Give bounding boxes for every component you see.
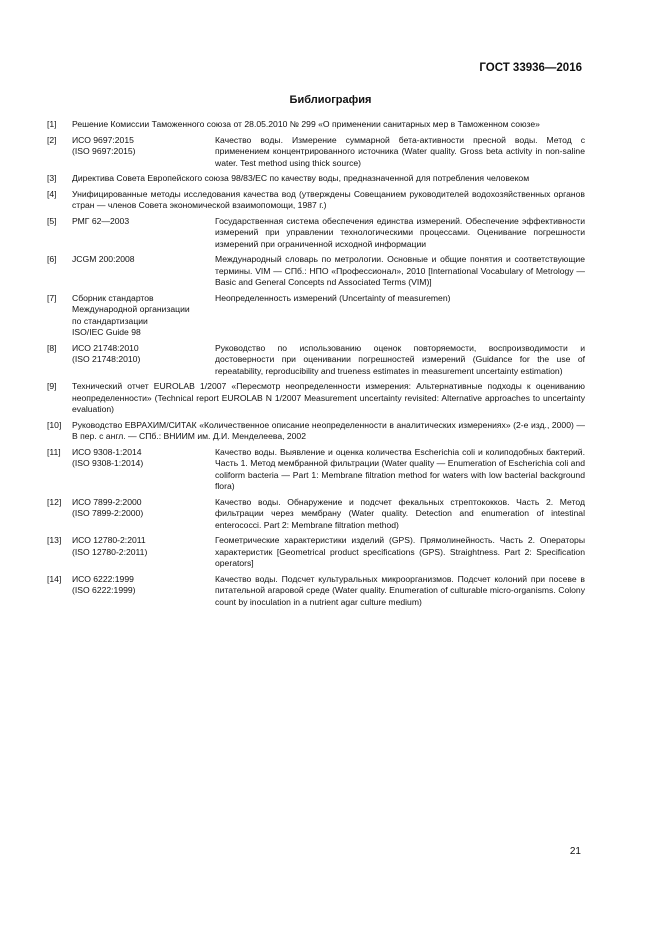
bibliography-entry — [47, 343, 585, 378]
entry-number: [1] — [47, 119, 57, 129]
entry-number: [7] — [47, 292, 57, 303]
entry-description: Качество воды. Обнаружение и подсчет фекальных стрептококков. Часть 2. Метод фильтрации через мембрану (Water quality. Detection and enumeration of intestinal enterococci. Part 2: Membrane filtration method) — [215, 496, 585, 530]
entry-text: Технический отчет EUROLAB 1/2007 «Пересмотр неопределенности измерения: Альтернативные подходы к оцениванию неопределенности» (Technical report EUROLAB N 1/2007 Measurement uncertainty revisited: Alternative approaches to uncertainty evaluation) — [72, 381, 585, 414]
standard-header: ГОСТ 33936—2016 — [479, 62, 582, 74]
entry-text: Руководство ЕВРАХИМ/СИТАК «Количественное описание неопределенности в аналитических измерениях» (2-е изд., 2000) — В пер. с англ. — СПб.: ВНИИМ им. Д.И. Менделеева, 2002 — [72, 419, 585, 441]
entry-description: Качество воды. Выявление и оценка количества Escherichia coli и колиподобных бактерий. Часть 1. Метод мембранной фильтрации (Water quality — Enumeration of Escherichia coli and coliform bacteria — Part 1: Membrane filtration method for waters with low bacterial background flora) — [215, 446, 585, 491]
entry-number: [6] — [47, 254, 57, 264]
bibliography-entry — [47, 135, 585, 170]
entry-description: Международный словарь по метрологии. Основные и общие понятия и соответствующие термины. VIM — СПб.: НПО «Профессионал», 2010 [International Vocabulary of Metrology — Basic and General Concepts nd Associated Terms (VIM)] — [215, 254, 585, 287]
entry-number: [12] — [47, 496, 62, 507]
entry-number: [2] — [47, 134, 57, 145]
entry-designation: ИСО 9697:2015 (ISO 9697:2015) — [72, 134, 136, 156]
bibliography-entry — [47, 216, 585, 251]
entry-number: [13] — [47, 535, 62, 545]
entry-number: [5] — [47, 215, 57, 226]
entry-designation: ИСО 6222:1999 (ISO 6222:1999) — [72, 573, 136, 595]
bibliography-entry — [47, 420, 585, 443]
bibliography-entry — [47, 173, 585, 185]
entry-number: [9] — [47, 381, 57, 391]
entry-designation: ИСО 21748:2010 (ISO 21748:2010) — [72, 342, 141, 364]
entry-designation: JCGM 200:2008 — [72, 254, 135, 264]
bibliography-entry — [47, 447, 585, 493]
bibliography-entry — [47, 119, 585, 131]
bibliography-entry — [47, 189, 585, 212]
entry-description: Геометрические характеристики изделий (GPS). Прямолинейность. Часть 2. Операторы характеристик [Geometrical product specifications (GPS). Straightness. Part 2: Specification operators] — [215, 535, 585, 568]
entry-number: [10] — [47, 419, 62, 430]
bibliography-entry — [47, 535, 585, 570]
entry-number: [8] — [47, 342, 57, 353]
entry-description: Неопределенность измерений (Uncertainty of measuremen) — [215, 292, 451, 303]
entry-text: Унифицированные методы исследования качества вод (утверждены Совещанием руководителей водохозяйственных органов стран — членов Совета экономической взаимопомощи, 1987 г.) — [72, 188, 585, 210]
entry-description: Руководство по использованию оценок повторяемости, воспроизводимости и достоверности при оценивании погрешностей измерений (Guidance for the use of repeatability, reproducibility and trueness estimates in measurement uncertainty estimation) — [215, 342, 585, 376]
entry-text: Директива Совета Европейского союза 98/83/ЕС по качеству воды, предназначенной для потребления человеком — [72, 173, 530, 183]
entry-number: [11] — [47, 446, 61, 457]
bibliography-list — [47, 119, 585, 612]
entry-text: Решение Комиссии Таможенного союза от 28.05.2010 № 299 «О применении санитарных мер в Таможенном союзе» — [72, 119, 540, 129]
entry-designation: Сборник стандартов Международной организации по стандартизации ISO/IEC Guide 98 — [72, 292, 190, 337]
bibliography-entry — [47, 293, 585, 339]
entry-description: Качество воды. Измерение суммарной бета-активности пресной воды. Метод с применением концентрированного источника (Water quality. Gross beta activity in non-saline water. Test method using thick source) — [215, 134, 585, 168]
page-number: 21 — [569, 846, 581, 857]
bibliography-entry — [47, 381, 585, 416]
entry-description: Государственная система обеспечения единства измерений. Обеспечение эффективности измерений при управлении технологическими процессами. Оценивание погрешности измерений при ограниченной исходной информации — [215, 215, 585, 249]
entry-description: Качество воды. Подсчет культуральных микроорганизмов. Подсчет колоний при посеве в питательной агаровой среде (Water quality. Enumeration of culturable micro-organisms. Colony count by inoculation in a nutrient agar culture medium) — [215, 573, 585, 607]
bibliography-entry — [47, 574, 585, 609]
bibliography-entry — [47, 254, 585, 289]
entry-number: [3] — [47, 173, 57, 183]
entry-designation: ИСО 12780-2:2011 (ISO 12780-2:2011) — [72, 535, 148, 557]
entry-number: [14] — [47, 573, 62, 584]
entry-number: [4] — [47, 188, 57, 199]
page-title: Библиография — [289, 94, 372, 106]
entry-designation: ИСО 7899-2:2000 (ISO 7899-2:2000) — [72, 496, 144, 518]
bibliography-entry — [47, 497, 585, 532]
entry-designation: РМГ 62—2003 — [72, 215, 130, 226]
entry-designation: ИСО 9308-1:2014 (ISO 9308-1:2014) — [72, 446, 144, 468]
